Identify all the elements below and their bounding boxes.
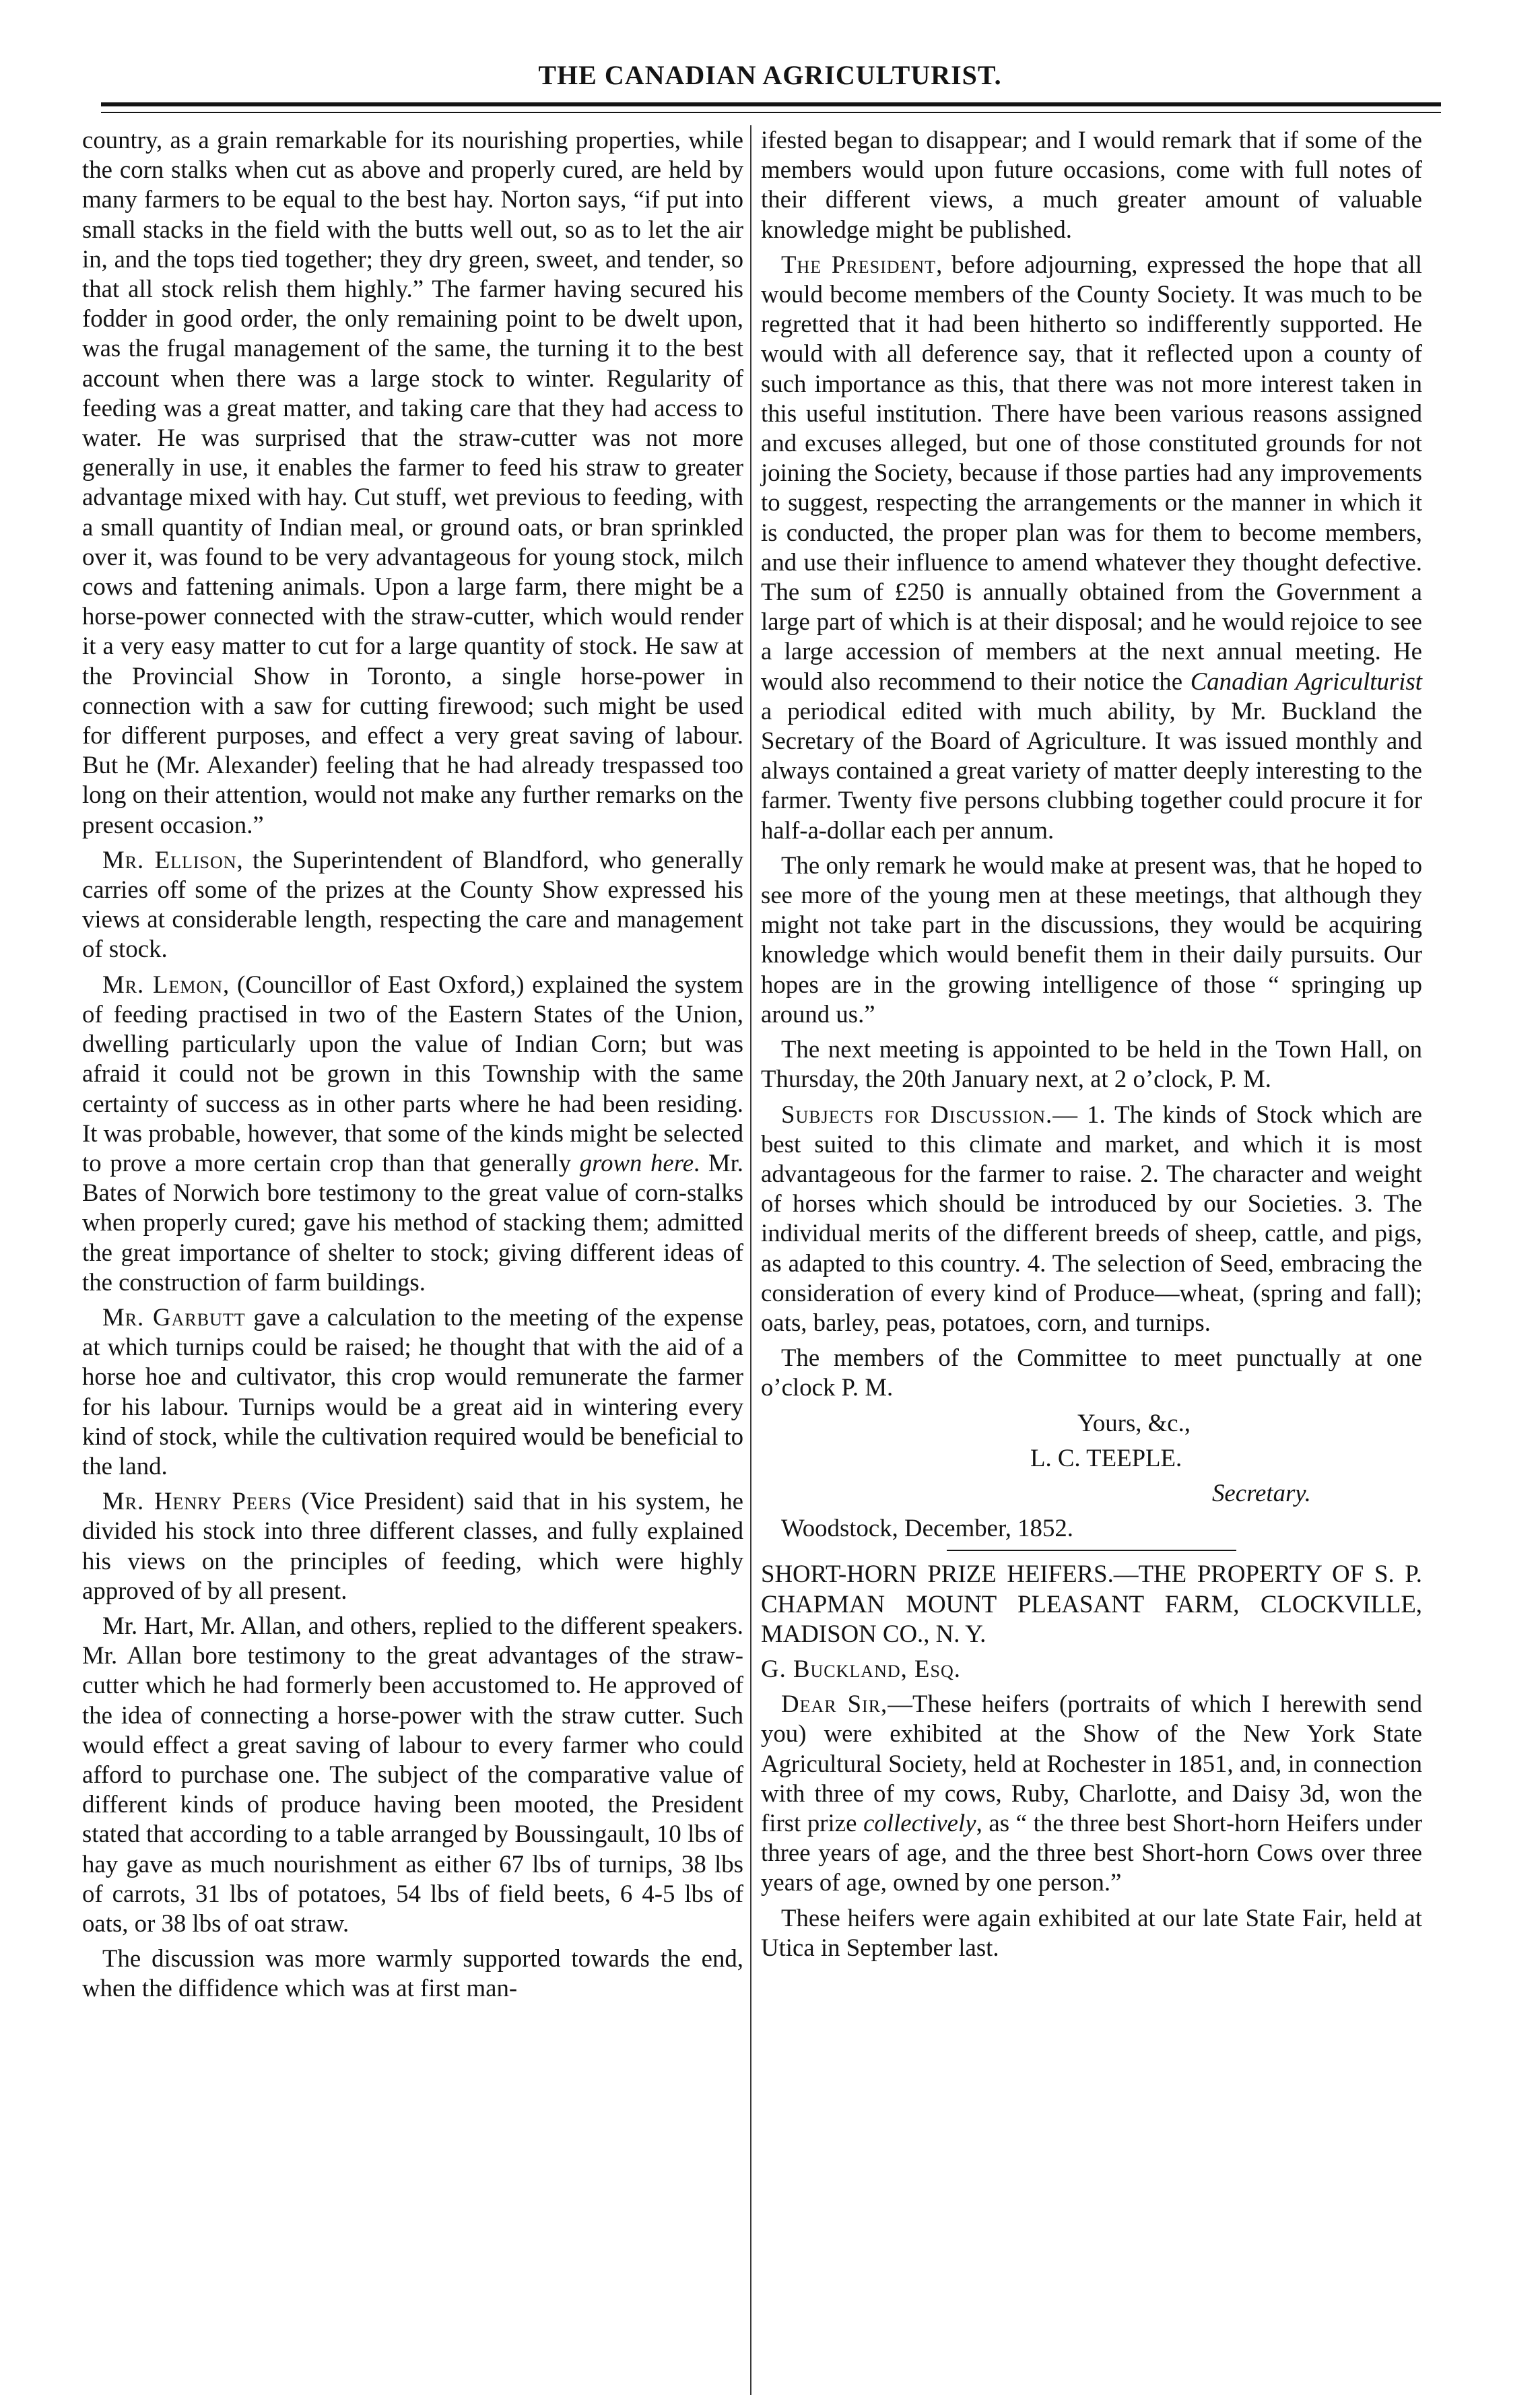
salutation-text: G. Buckland, Esq. <box>761 1654 961 1682</box>
paragraph-text: (Vice President) said that in his system, he divided his stock into three different classes, and fully explained his views on the principles of feeding, which were highly approved of by all present. <box>82 1487 743 1604</box>
paragraph-utica: These heifers were again exhibited at our late State Fair, held at Utica in September last. <box>761 1903 1422 1961</box>
paragraph-continued: ifested began to disappear; and I would remark that if some of the members would upon future occasions, come with full notes of their different views, a much greater amount of valuable knowledge might be published. <box>761 126 1422 243</box>
header-rule-thick <box>101 102 1441 106</box>
speaker-name: The President <box>781 250 937 278</box>
paragraph-next-meeting: The next meeting is appointed to be held in the Town Hall, on Thursday, the 20th January next, at 2 o’clock, P. M. <box>761 1035 1422 1093</box>
paragraph-alexander-remarks: country, as a grain remarkable for its nourishing properties, while the corn stalks when cut as above and properly cured, are held by many farmers to be equal to the best hay. Norton says, “if put into small stacks in the field with the butts well out, so as to let the air in, and the tops tied together; they dry green, sweet, and tender, so that all stock relish them highly.” The farmer having secured his fodder in good order, the only remaining point to be dwelt upon, was the frugal management of the same, the turning it to the best account when there was a large stock to winter. Regularity of feeding was a great matter, and taking care that they had access to water. He was surprised that the straw-cutter was not more generally in use, it enables the farmer to feed his straw to greater advantage mixed with hay. Cut stuff, wet previous to feeding, with a small quantity of Indian meal, or ground oats, or bran sprinkled over it, was found to be very advantageous for young stock, milch cows and fattening animals. Upon a large farm, there might be a horse-power connected with the straw-cutter, which would render it a very easy matter to cut for a large quantity of stock. He saw at the Provincial Show in Toronto, a single horse-power in connection with a saw for cutting firewood; such might be used for different purposes, and effect a very great saving of labour. But he (Mr. Alexander) feeling that he had already trespassed too long on their attention, would not make any further remarks on the present occasion.” <box>82 126 743 838</box>
paragraph-lemon <box>82 970 743 1297</box>
left-column <box>82 125 743 2009</box>
article-heading: SHORT-HORN PRIZE HEIFERS.—THE PROPERTY OF S. P. CHAPMAN MOUNT PLEASANT FARM, CLOCKVILLE, MADISON CO., N. Y. <box>761 1560 1422 1647</box>
paragraph-garbutt <box>82 1303 743 1481</box>
header-rule-thin <box>101 112 1441 113</box>
signature-title: Secretary. <box>1212 1478 1311 1507</box>
emphasis-text: Canadian Agriculturist <box>1190 667 1423 695</box>
paragraph-peers <box>82 1486 743 1606</box>
paragraph-text: a periodical edited with much ability, by Mr. Buckland the Secretary of the Board of Agriculture. It was issued monthly and always contained a great variety of matter deeply interesting to the farmer. Twenty five persons clubbing together could procure it for half-a-dollar each per annum. <box>761 696 1422 844</box>
paragraph-ellison <box>82 845 743 964</box>
paragraph-committee: The members of the Committee to meet punctually at one o’clock P. M. <box>761 1344 1422 1402</box>
subjects-label: Subjects for Discussion. <box>781 1100 1053 1128</box>
right-column <box>761 125 1422 1968</box>
paragraph-discussion: The discussion was more warmly supported towards the end, when the diffidence which was at first man- <box>82 1944 743 2002</box>
section-divider <box>947 1550 1236 1551</box>
emphasis-text: collectively <box>863 1808 976 1837</box>
paragraph-text: . Mr. Bates of Norwich bore testimony to the great value of corn-stalks when properly cured; gave his method of stacking them; admitted the great importance of shelter to stock; giving different ideas of the construction of farm buildings. <box>82 1148 743 1296</box>
paragraph-hart-allan: Mr. Hart, Mr. Allan, and others, replied to the different speakers. Mr. Allan bore testimony to the great advantages of the straw-cutter which he had formerly been accustomed to. He approved of the idea of connecting a horse-power with the straw cutter. Such would effect a great saving of labour to every farmer who could afford to purchase one. The subject of the comparative value of different kinds of produce having been mooted, the President stated that according to a table arranged by Boussingault, 10 lbs of hay gave as much nourishment as either 67 lbs of turnips, 38 lbs of carrots, 31 lbs of potatoes, 54 lbs of field beets, 6 4-5 lbs of oats, or 38 lbs of oat straw. <box>82 1611 743 1937</box>
letter-opening: Dear Sir, <box>781 1690 888 1718</box>
paragraph-text: , the Superintendent of Blandford, who generally carries off some of the prizes at the County Show expressed his views at considerable length, respecting the care and management of stock. <box>82 845 743 963</box>
dateline: Woodstock, December, 1852. <box>781 1514 1073 1542</box>
emphasis-text: grown here <box>579 1148 694 1177</box>
paragraph-text: gave a calculation to the meeting of the expense at which turnips could be raised; he thought that with the aid of a horse hoe and cultivator, this crop would remunerate the farmer for his labour. Turnips would be a great aid in wintering every kind of stock, while the cultivation required would be beneficial to the land. <box>82 1303 743 1480</box>
paragraph-text: , as “ the three best Short-horn Heifers under three years of age, and the three best Short-horn Cows over three years of age, owned by one person.” <box>761 1808 1422 1897</box>
paragraph-president <box>761 250 1422 845</box>
signature-name: L. C. TEEPLE. <box>1030 1443 1182 1472</box>
speaker-name: Mr. Lemon <box>102 970 224 998</box>
paragraph-text: , (Councillor of East Oxford,) explained the system of feeding practised in two of the Eastern States of the Union, dwelling particularly upon the value of Indian Corn; but was afraid it could not be grown in this Township with the same certainty of success as in other parts where he had been residing. It was probable, however, that some of the kinds might be selected to prove a more certain crop than that generally <box>82 970 743 1177</box>
paragraph-letter <box>761 1689 1422 1897</box>
paragraph-text: —These heifers (portraits of which I herewith send you) were exhibited at the Show of the New York State Agricultural Society, held at Rochester in 1851, and, in connection with three of my cows, Ruby, Charlotte, and Daisy 3d, won the first prize <box>761 1690 1422 1837</box>
speaker-name: Mr. Garbutt <box>102 1303 246 1331</box>
speaker-name: Mr. Henry Peers <box>102 1487 292 1515</box>
paragraph-text: — 1. The kinds of Stock which are best suited to this climate and market, and which it is most advantageous for the farmer to raise. 2. The character and weight of horses which should be introduced by our Societies. 3. The individual merits of the different breeds of sheep, cattle, and pigs, as adapted to this country. 4. The selection of Seed, embracing the consideration of every kind of Produce—wheat, (spring and fall); oats, barley, peas, potatoes, corn, and turnips. <box>761 1100 1422 1336</box>
speaker-name: Mr. Ellison <box>102 845 237 874</box>
paragraph-text: , before adjourning, expressed the hope that all would become members of the County Society. It was much to be regretted that it had been hitherto so indifferently supported. He would with all deference say, that it reflected upon a county of such importance as this, that there was not more interest taken in this useful institution. There have been various reasons assigned and excuses alleged, but one of those constituted grounds for not joining the Society, because if those parties had any improvements to suggest, respecting the arrangements or the manner in which it is conducted, the proper plan was for them to become members, and use their influence to amend whatever they thought defective. The sum of £250 is annually obtained from the Government a large part of which is at their disposal; and he would rejoice to see a large accession of members at the next annual meeting. He would also recommend to their notice the <box>761 250 1422 695</box>
page-header: THE CANADIAN AGRICULTURIST. <box>538 60 1002 90</box>
paragraph-young-men: The only remark he would make at present was, that he hoped to see more of the young men at these meetings, that although they might not take part in the discussions, they would be acquiring knowledge which would benefit them in their daily pursuits. Our hopes are in the growing intelligence of those “ springing up around us.” <box>761 851 1422 1028</box>
paragraph-subjects <box>761 1100 1422 1338</box>
column-divider <box>750 125 751 2395</box>
signature-closing: Yours, &c., <box>1077 1408 1191 1437</box>
salutation <box>761 1654 1422 1684</box>
